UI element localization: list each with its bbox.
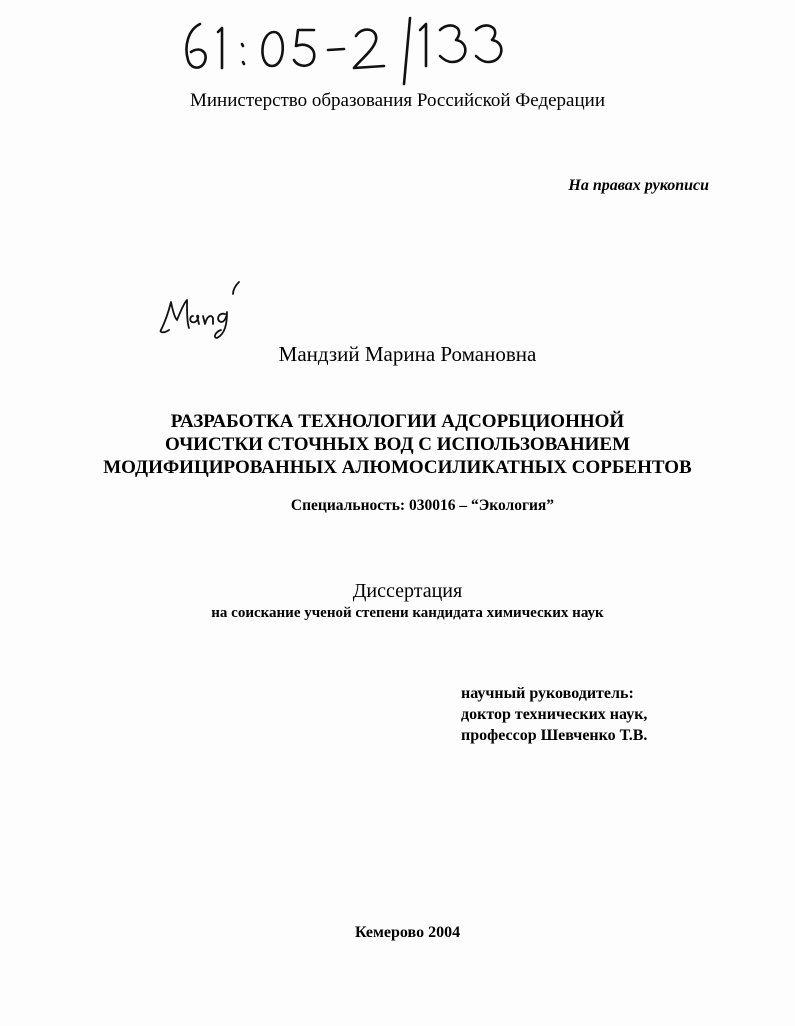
author-signature (155, 272, 250, 342)
dissertation-subheading: на соискание ученой степени кандидата химических наук (211, 605, 604, 621)
signature-drawing (155, 272, 250, 342)
advisor-line: профессор Шевченко Т.В. (461, 727, 648, 744)
title-line: РАЗРАБОТКА ТЕХНОЛОГИИ АДСОРБЦИОННОЙ (170, 411, 625, 432)
scientific-advisor (461, 683, 647, 746)
specialty: Специальность: 030016 – “Экология” (290, 497, 555, 514)
advisor-line: научный руководитель: (461, 685, 634, 702)
advisor-line: доктор технических наук, (461, 706, 648, 723)
title-line: МОДИФИЦИРОВАННЫХ АЛЮМОСИЛИКАТНЫХ СОРБЕНТОВ (103, 457, 692, 478)
dissertation-title (0, 410, 795, 479)
ministry-header: Министерство образования Российской Федерации (190, 90, 605, 111)
city-year: Кемерово 2004 (354, 924, 461, 941)
title-line: ОЧИСТКИ СТОЧНЫХ ВОД С ИСПОЛЬЗОВАНИЕМ (164, 434, 631, 455)
manuscript-rights-note: На правах рукописи (568, 177, 709, 194)
handwritten-code-drawing (178, 16, 508, 86)
dissertation-heading: Диссертация (352, 580, 463, 602)
handwritten-archive-code (178, 16, 508, 86)
author-name: Мандзий Марина Романовна (278, 342, 537, 366)
